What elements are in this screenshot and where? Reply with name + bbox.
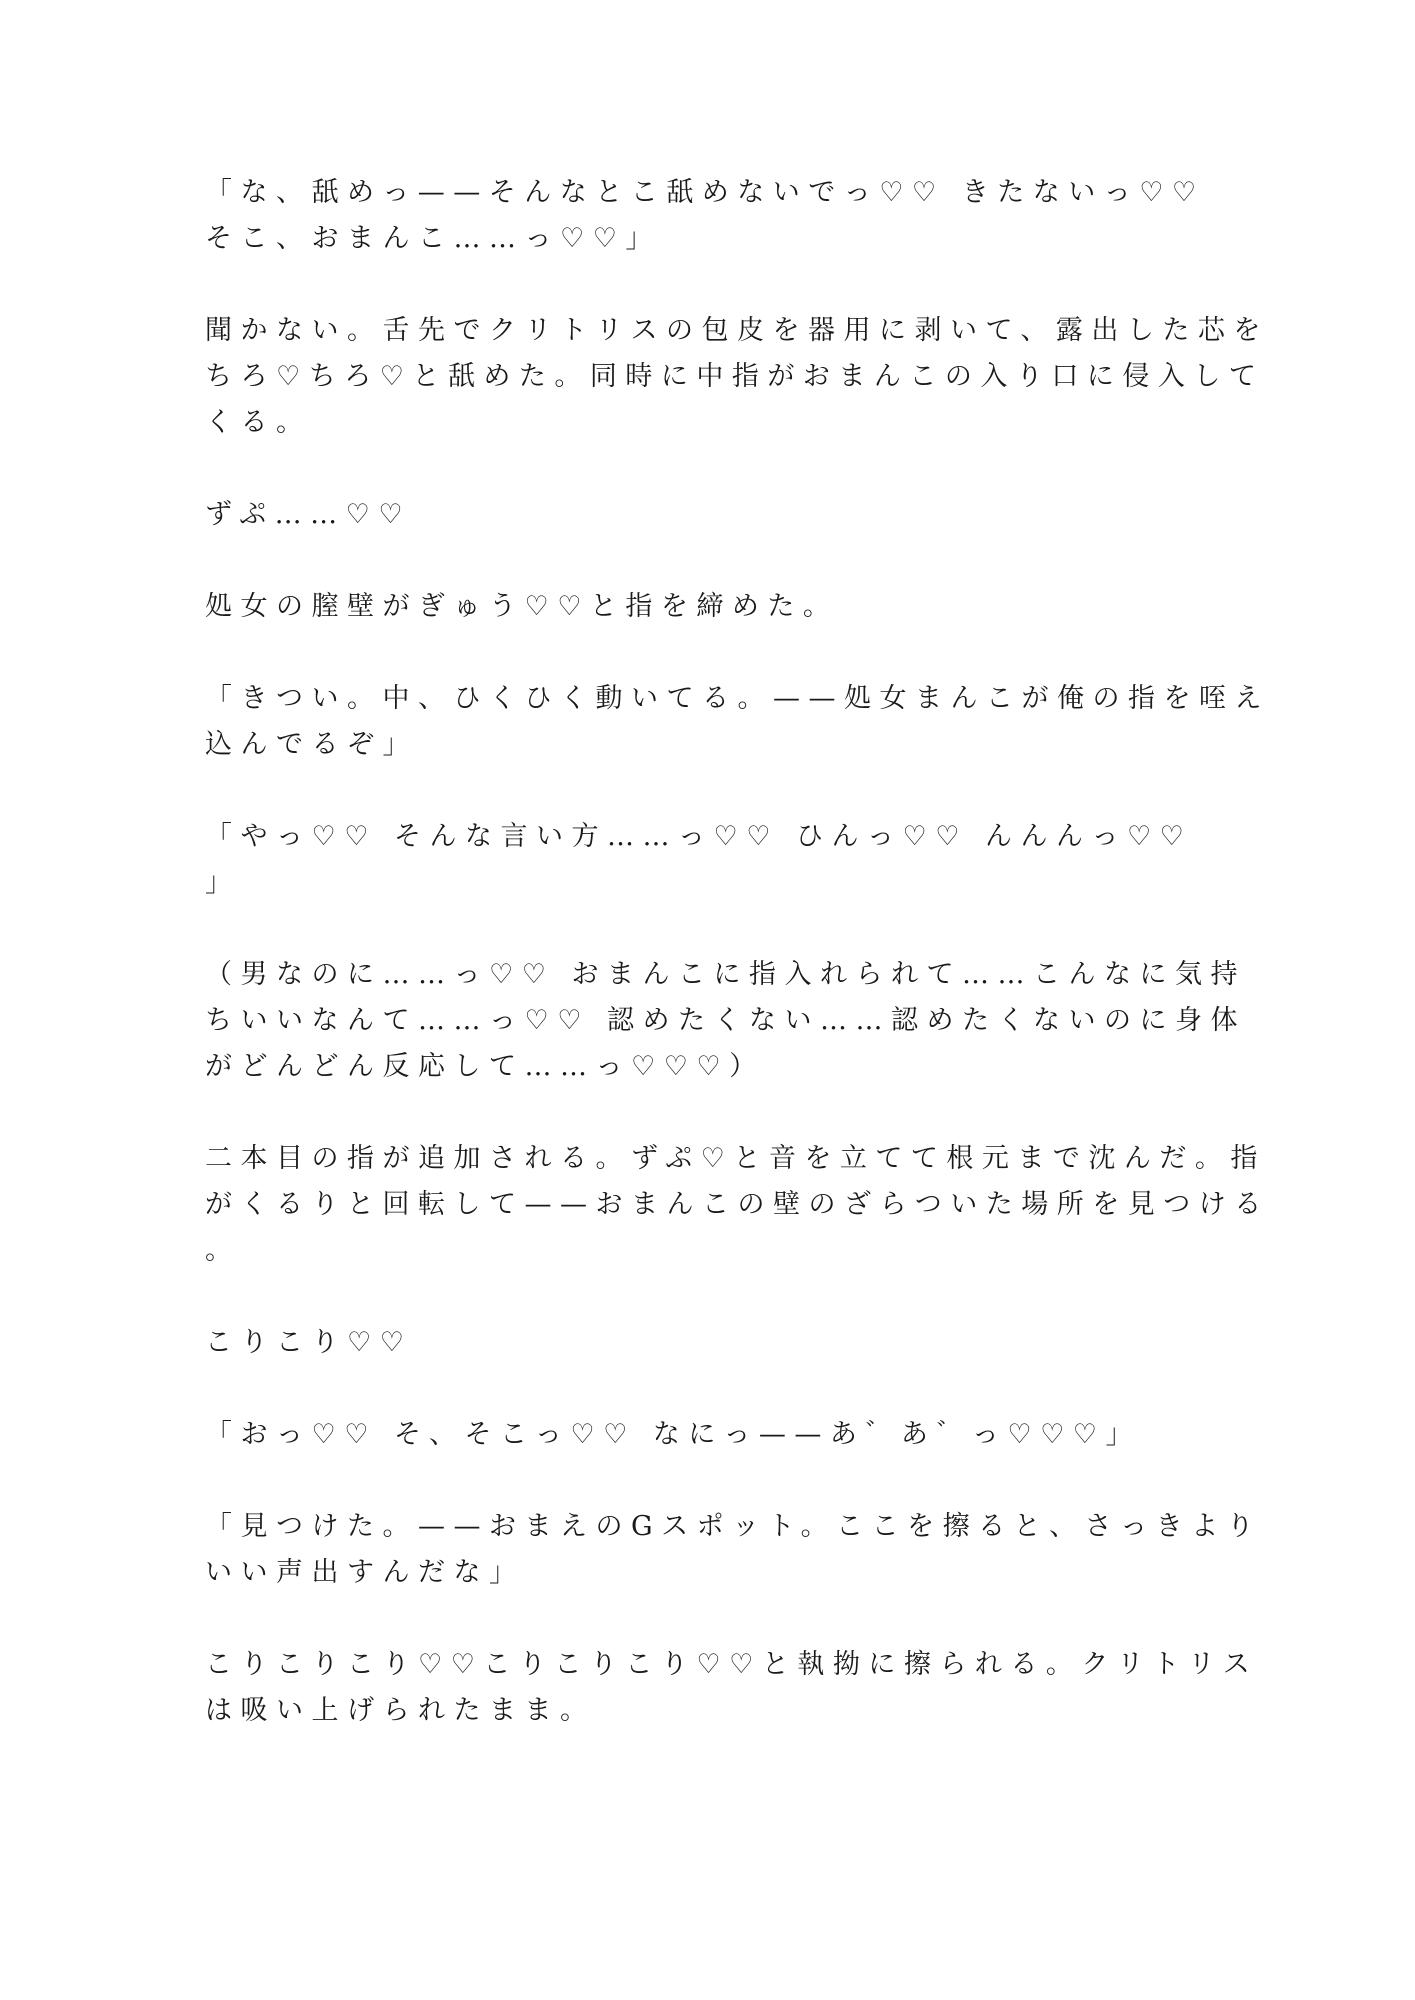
text-line: 」	[205, 867, 241, 898]
text-line: は吸い上げられたまま。	[205, 1695, 596, 1726]
text-line: ちろ♡ちろ♡と舐めた。同時に中指がおまんこの入り口に侵入して	[205, 361, 1265, 392]
text-line: がどんどん反応して……っ♡♡♡）	[205, 1051, 765, 1082]
text-line: 二本目の指が追加される。ずぷ♡と音を立てて根元まで沈んだ。指	[205, 1143, 1266, 1174]
paragraph	[205, 170, 1205, 262]
text-line: こりこりこり♡♡こりこりこり♡♡と執拗に擦られる。クリトリス	[205, 1649, 1259, 1680]
text-line: 込んでるぞ」	[205, 729, 418, 760]
paragraph	[205, 1136, 1270, 1274]
text-line: 「な、舐めっ——そんなとこ舐めないでっ♡♡ きたないっ♡♡	[205, 177, 1205, 208]
text-line: 「やっ♡♡ そんな言い方……っ♡♡ ひんっ♡♡ んんんっ♡♡	[205, 821, 1193, 852]
paragraph	[205, 1642, 1259, 1734]
text-line: そこ、おまんこ……っ♡♡」	[205, 223, 661, 254]
text-line: ずぷ……♡♡	[205, 499, 412, 530]
paragraph	[205, 308, 1269, 446]
paragraph	[205, 492, 1205, 538]
text-line: 聞かない。舌先でクリトリスの包皮を器用に剥いて、露出した芯を	[205, 315, 1269, 346]
paragraph	[205, 952, 1246, 1090]
text-line: くる。	[205, 407, 312, 438]
text-line: ちいいなんて……っ♡♡ 認めたくない……認めたくないのに身体	[205, 1005, 1246, 1036]
paragraph	[205, 814, 1205, 906]
paragraph	[205, 584, 1205, 630]
document-page	[205, 170, 1270, 1780]
text-line: 。	[205, 1235, 241, 1266]
paragraph	[205, 1504, 1263, 1596]
text-line: 「見つけた。——おまえのGスポット。ここを擦ると、さっきより	[205, 1511, 1263, 1542]
paragraph	[205, 1412, 1205, 1458]
text-line: 「おっ♡♡ そ、そこっ♡♡ なにっ——あ゛あ゛っ♡♡♡」	[205, 1419, 1141, 1450]
text-line: がくるりと回転して——おまんこの壁のざらついた場所を見つける	[205, 1189, 1270, 1220]
paragraph	[205, 1320, 1205, 1366]
paragraph	[205, 676, 1270, 768]
text-line: 「きつい。中、ひくひく動いてる。——処女まんこが俺の指を咥え	[205, 683, 1270, 714]
text-line: いい声出すんだな」	[205, 1557, 525, 1588]
text-line: （男なのに……っ♡♡ おまんこに指入れられて……こんなに気持	[205, 959, 1246, 990]
text-line: 処女の膣壁がぎゅう♡♡と指を締めた。	[205, 591, 839, 622]
text-line: こりこり♡♡	[205, 1327, 413, 1358]
